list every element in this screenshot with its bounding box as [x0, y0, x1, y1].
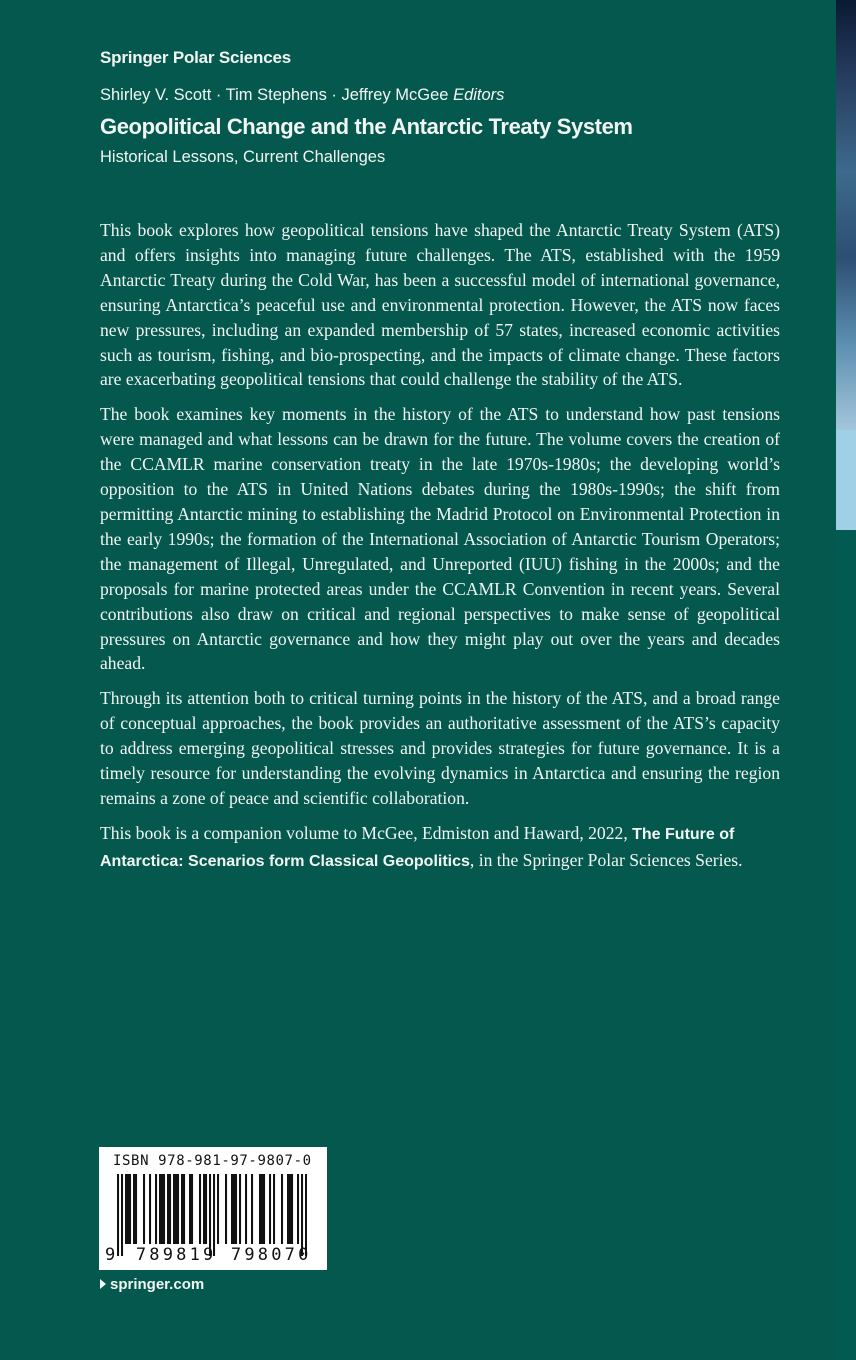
barcode-bar	[289, 1174, 291, 1244]
barcode-bar	[297, 1174, 299, 1244]
barcode-bar	[205, 1174, 207, 1244]
ean-first-digit: 9	[105, 1245, 116, 1265]
blurb-paragraph-3: Through its attention both to critical turning points in the history of the ATS, and a broad range of conceptual approaches, the book provides an authoritative assessment of the ATS’s capacity to address emerging geopolitical stresses and provides strategies for future governance. It is a timely resource for understanding the evolving dynamics in Antarctica and ensuring the region remains a zone of peace and scientific collaboration.	[100, 688, 780, 808]
barcode-bar	[291, 1174, 293, 1244]
barcode-bar	[209, 1174, 211, 1256]
barcode-bar	[199, 1174, 201, 1244]
barcode-bar	[239, 1174, 241, 1244]
ean-right-group: 798070	[230, 1245, 312, 1265]
barcode-bar	[183, 1174, 185, 1244]
barcode-bar	[167, 1174, 169, 1244]
barcode-bar	[117, 1174, 119, 1256]
barcode-bar	[191, 1174, 193, 1244]
isbn-barcode	[99, 1147, 327, 1270]
barcode-bar	[135, 1174, 137, 1244]
barcode-bar	[301, 1174, 303, 1256]
barcode-bar	[261, 1174, 263, 1244]
barcode-bar	[133, 1174, 135, 1244]
spine-light-band	[836, 430, 856, 530]
barcode-bar	[173, 1174, 175, 1244]
barcode-bar	[169, 1174, 171, 1244]
barcode-bars	[117, 1174, 307, 1256]
barcode-bar	[203, 1174, 205, 1244]
barcode-bar	[287, 1174, 289, 1244]
barcode-bar	[245, 1174, 247, 1244]
companion-title: The Future of Antarctica: Scenarios form Classical Geopolitics	[100, 825, 735, 870]
barcode-bar	[251, 1174, 253, 1244]
barcode-bar	[143, 1174, 145, 1244]
barcode-bar	[181, 1174, 183, 1244]
barcode-bar	[259, 1174, 261, 1244]
blurb-paragraph-2: The book examines key moments in the history of the ATS to understand how past tensions were managed and what lessons can be drawn for the future. The volume covers the creation of the CCAMLR marine conservation treaty in the late 1970s-1980s; the developing world’s opposition to the ATS in United Nations debates during the 1980s-1990s; the shift from permitting Antarctic mining to establishing the Madrid Protocol on Environmental Protection in the early 1990s; the formation of the International Association of Antarctic Tourism Operators; the management of Illegal, Unregulated, and Unreported (IUU) fishing in the 2000s; and the proposals for marine protected areas under the CCAMLR Convention in recent years. Several contributions also draw on critical and regional perspectives to make sense of geopolitical pressures on Antarctic governance and how they might play out over the years and decades ahead.	[100, 404, 780, 674]
barcode-bar	[305, 1174, 307, 1256]
barcode-bar	[163, 1174, 165, 1244]
barcode-bar	[129, 1174, 131, 1244]
blurb-paragraph-4	[100, 821, 780, 875]
book-subtitle: Historical Lessons, Current Challenges	[100, 148, 386, 166]
barcode-bar	[189, 1174, 191, 1244]
barcode-bar	[217, 1174, 219, 1244]
barcode-bar	[281, 1174, 283, 1244]
blurb-paragraph-1: This book explores how geopolitical tensions have shaped the Antarctic Treaty System (ATS) and offers insights into managing future challenges. The ATS, established with the 1959 Antarctic Treaty during the Cold War, has been a successful model of international governance, ensuring Antarctica’s peaceful use and environmental protection. However, the ATS now faces new pressures, including an expanded membership of 57 states, increased economic activities such as tourism, fishing, and bio-prospecting, and the impacts of climate change. These factors are exacerbating geopolitical tensions that could challenge the stability of the ATS.	[100, 220, 780, 390]
barcode-bar	[127, 1174, 129, 1244]
series-name: Springer Polar Sciences	[100, 48, 291, 67]
editor-names: Shirley V. Scott · Tim Stephens · Jeffrey McGee	[100, 86, 449, 104]
barcode-bar	[159, 1174, 161, 1244]
companion-intro: This book is a companion volume to McGee, Edmiston and Haward, 2022,	[100, 822, 628, 843]
arrow-right-icon	[100, 1279, 106, 1289]
barcode-bar	[263, 1174, 265, 1244]
isbn-number: ISBN 978-981-97-9807-0	[113, 1153, 312, 1169]
barcode-bar	[177, 1174, 179, 1244]
website-label: springer.com	[110, 1276, 205, 1293]
ean-left-group: 789819	[135, 1245, 217, 1265]
publisher-website[interactable]	[100, 1276, 204, 1293]
barcode-bar	[149, 1174, 151, 1244]
barcode-bar	[231, 1174, 233, 1244]
editors-role: Editors	[453, 86, 505, 104]
barcode-bar	[161, 1174, 163, 1244]
barcode-bar	[233, 1174, 235, 1244]
book-title: Geopolitical Change and the Antarctic Treaty System	[100, 114, 633, 139]
barcode-bar	[269, 1174, 271, 1244]
barcode-bar	[125, 1174, 127, 1244]
back-cover-blurb	[100, 218, 780, 885]
barcode-bar	[175, 1174, 177, 1244]
barcode-bar	[155, 1174, 157, 1244]
barcode-bar	[225, 1174, 227, 1244]
editors-line	[100, 86, 504, 105]
barcode-bar	[213, 1174, 215, 1256]
barcode-bar	[235, 1174, 237, 1244]
barcode-bar	[121, 1174, 123, 1256]
barcode-bar	[273, 1174, 275, 1244]
companion-outro: , in the Springer Polar Sciences Series.	[469, 849, 743, 870]
ean-digits	[105, 1245, 321, 1265]
spine-cover-photo	[836, 0, 856, 430]
